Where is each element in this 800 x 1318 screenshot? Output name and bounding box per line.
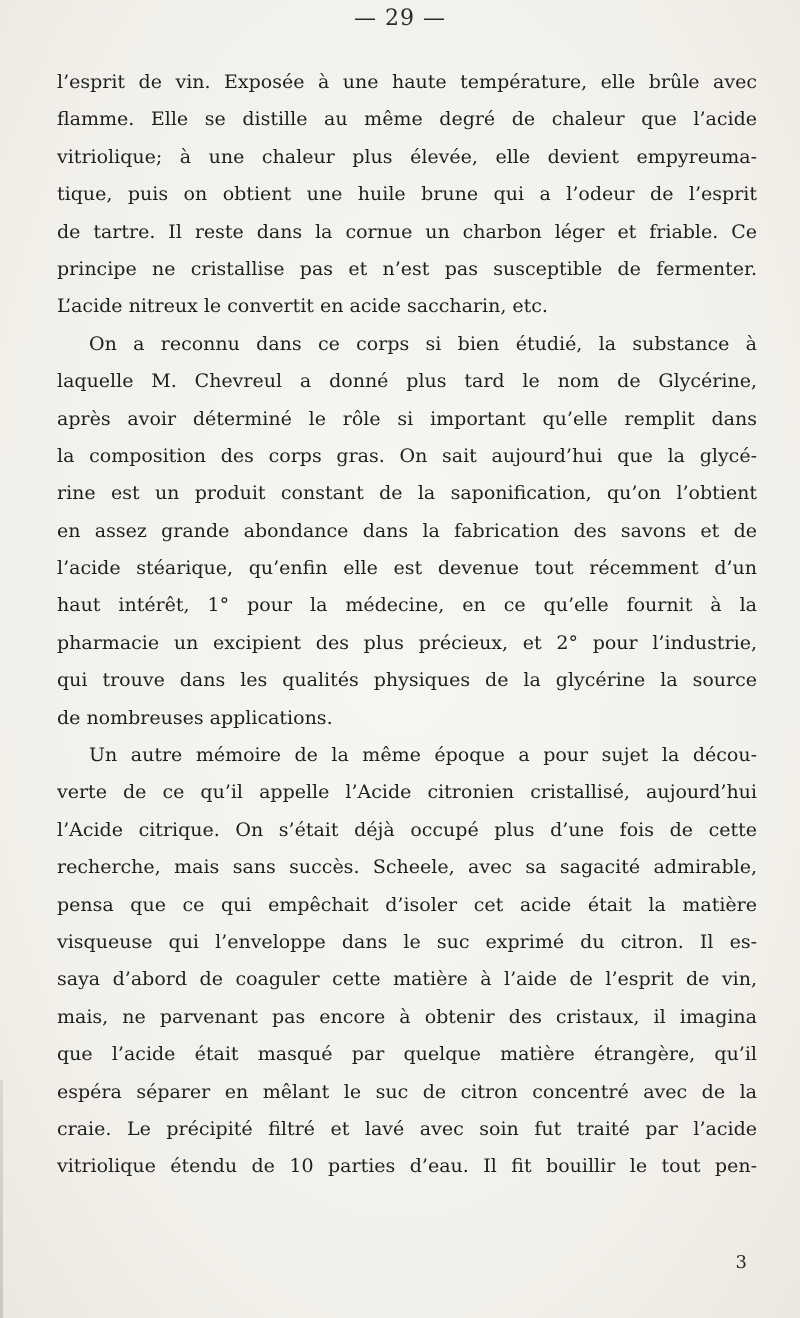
text-line: de nombreuses applications. <box>57 706 333 729</box>
text-line: rine est un produit constant de la saponification, qu’on l’obtient <box>57 482 757 505</box>
text-line: On a reconnu dans ce corps si bien étudié, la substance à <box>89 332 757 355</box>
text-line: saya d’abord de coaguler cette matière à l’aide de l’esprit de vin, <box>57 968 757 991</box>
text-line: mais, ne parvenant pas encore à obtenir des cristaux, il imagina <box>57 1005 757 1028</box>
text-line: vitriolique; à une chaleur plus élevée, elle devient empyreuma- <box>57 145 757 168</box>
text-line: pharmacie un excipient des plus précieux, et 2° pour l’industrie, <box>57 631 757 654</box>
text-line: de tartre. Il reste dans la cornue un charbon léger et friable. Ce <box>57 220 757 243</box>
text-line: en assez grande abondance dans la fabrication des savons et de <box>57 519 757 542</box>
text-line: pensa que ce qui empêchait d’isoler cet acide était la matière <box>57 893 757 916</box>
text-line: qui trouve dans les qualités physiques de la glycérine la source <box>57 669 757 692</box>
text-line: l’esprit de vin. Exposée à une haute température, elle brûle avec <box>57 71 757 93</box>
text-line: principe ne cristallise pas et n’est pas susceptible de fermenter. <box>57 257 757 280</box>
page-edge-shadow <box>0 1080 3 1318</box>
text-line: l’Acide citrique. On s’était déjà occupé plus d’une fois de cette <box>57 818 757 841</box>
text-line: visqueuse qui l’enveloppe dans le suc exprimé du citron. Il es- <box>57 930 757 953</box>
text-line: haut intérêt, 1° pour la médecine, en ce qu’elle fournit à la <box>57 594 757 617</box>
text-line: espéra séparer en mêlant le suc de citron concentré avec de la <box>57 1080 757 1103</box>
text-line: la composition des corps gras. On sait aujourd’hui que la glycé- <box>57 444 757 467</box>
text-line: laquelle M. Chevreul a donné plus tard le nom de Glycérine, <box>57 370 757 393</box>
text-line: vitriolique étendu de 10 parties d’eau. Il fit bouillir le tout pen- <box>57 1155 757 1178</box>
text-line: L’acide nitreux le convertit en acide saccharin, etc. <box>57 295 548 318</box>
text-line: craie. Le précipité filtré et lavé avec soin fut traité par l’acide <box>57 1117 757 1140</box>
body-text <box>57 64 757 1186</box>
text-line: flamme. Elle se distille au même degré de chaleur que l’acide <box>57 108 757 131</box>
text-line: que l’acide était masqué par quelque matière étrangère, qu’il <box>57 1043 757 1066</box>
signature-mark: 3 <box>735 1252 747 1273</box>
text-line: recherche, mais sans succès. Scheele, avec sa sagacité admirable, <box>57 856 757 879</box>
text-line: après avoir déterminé le rôle si important qu’elle remplit dans <box>57 407 757 430</box>
text-line: verte de ce qu’il appelle l’Acide citronien cristallisé, aujourd’hui <box>57 781 757 804</box>
text-line: tique, puis on obtient une huile brune qui a l’odeur de l’esprit <box>57 183 757 206</box>
text-line: Un autre mémoire de la même époque a pour sujet la décou- <box>89 744 757 767</box>
text-line: l’acide stéarique, qu’enfin elle est devenue tout récemment d’un <box>57 557 757 580</box>
page-number-header: — 29 — <box>354 6 446 31</box>
